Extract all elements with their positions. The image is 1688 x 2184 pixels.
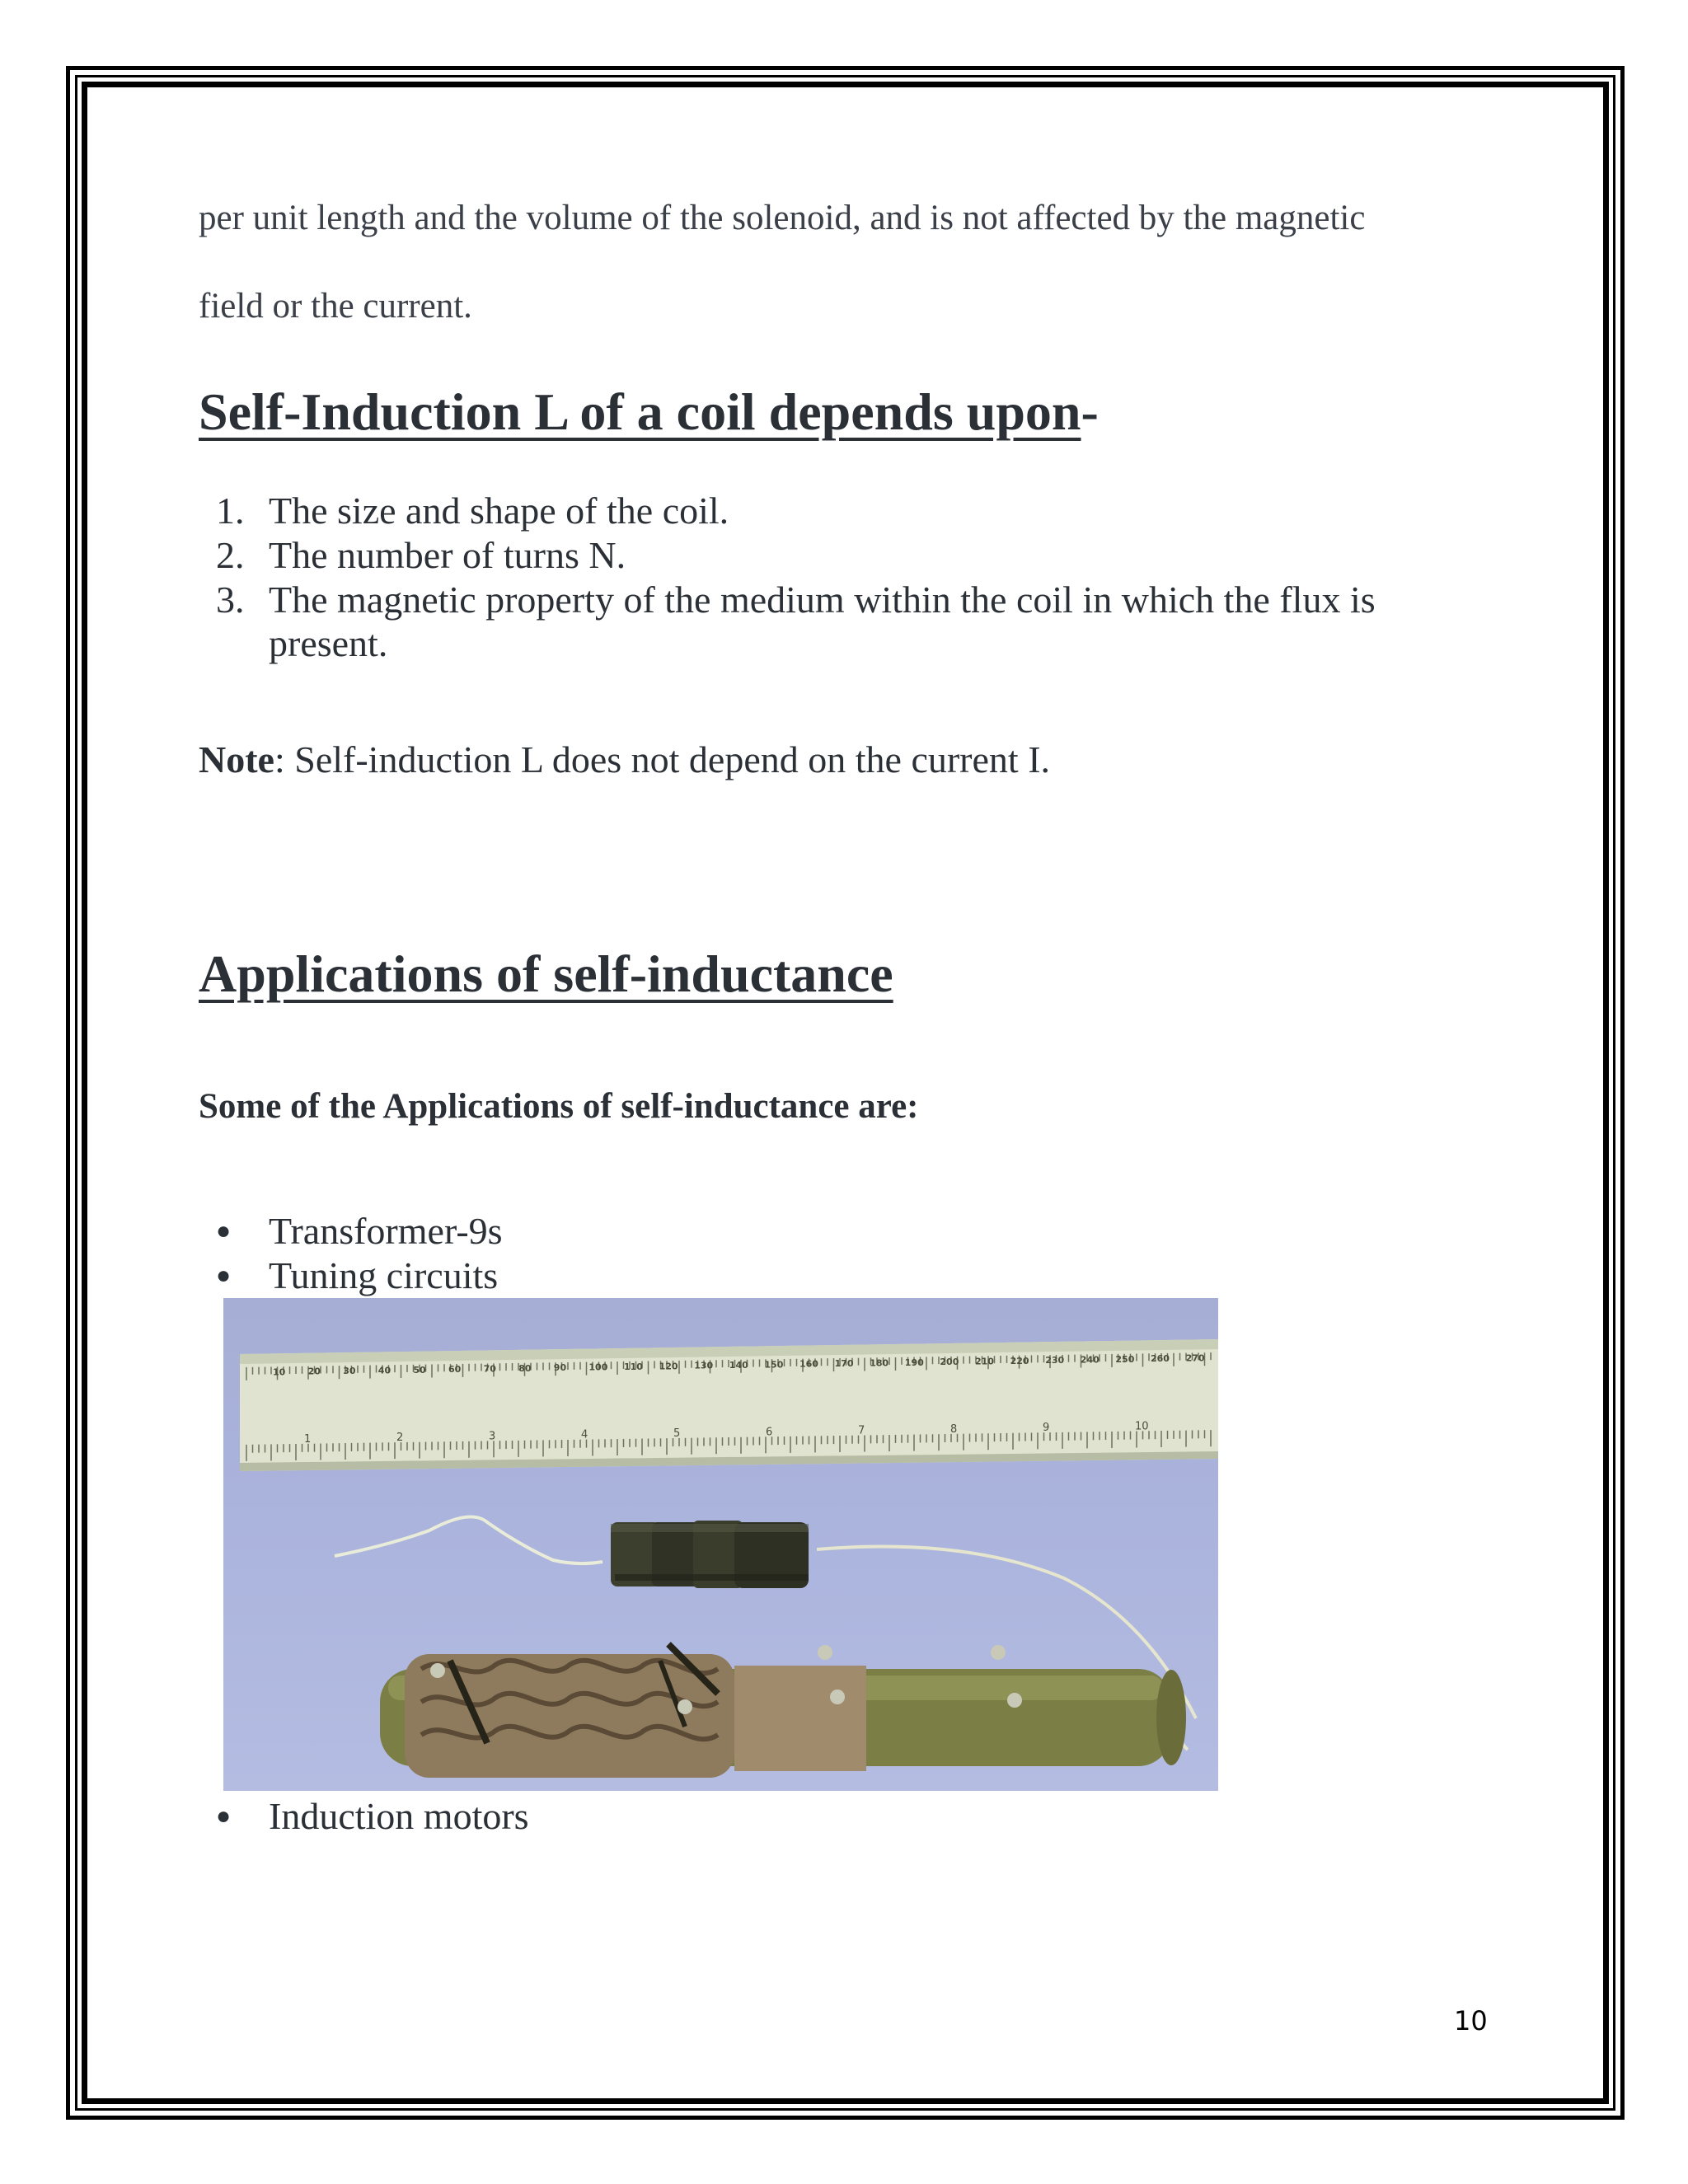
ruler-top-label: 270 <box>1185 1352 1205 1364</box>
intro-line-2: field or the current. <box>199 287 472 326</box>
ruler-top-label: 150 <box>764 1359 784 1371</box>
ruler-bottom-label: 5 <box>673 1427 681 1441</box>
list-item <box>216 533 626 577</box>
note-text: : Self-induction L does not depend on the current I. <box>274 738 1051 780</box>
note-label: Note <box>199 738 274 780</box>
list-number: 3. <box>216 579 245 621</box>
ruler-top-label: 10 <box>273 1366 286 1378</box>
section-heading-applications: Applications of self-inductance <box>199 944 893 1003</box>
ruler-top-label: 200 <box>940 1357 959 1368</box>
ruler-top-label: 160 <box>799 1358 818 1370</box>
ruler-top-label: 190 <box>904 1357 924 1368</box>
ruler-top-label: 60 <box>448 1364 462 1376</box>
large-coil <box>380 1644 1188 1778</box>
ruler-top-label: 260 <box>1151 1353 1170 1365</box>
ruler-top-label: 250 <box>1115 1353 1135 1365</box>
inductor-coils-illustration <box>223 1298 1218 1791</box>
applications-intro: Some of the Applications of self-inductance are: <box>199 1087 919 1126</box>
ruler-top-label: 40 <box>377 1365 392 1376</box>
ruler-top-label: 80 <box>518 1362 532 1374</box>
ruler-bottom-label: 3 <box>489 1430 496 1443</box>
bullet-icon: ● <box>216 1217 232 1244</box>
list-item <box>216 1254 498 1297</box>
section-heading-self-induction-text: Self-Induction L of a coil depends upon <box>199 382 1081 441</box>
ruler-top-label: 110 <box>624 1361 643 1372</box>
ruler-top-label: 210 <box>975 1356 994 1367</box>
ruler-bottom-label: 4 <box>581 1428 588 1441</box>
ruler-top-label: 50 <box>413 1364 426 1376</box>
list-text: The size and shape of the coil. <box>269 490 729 532</box>
ruler-bottom-label: 7 <box>858 1424 865 1437</box>
section-heading-self-induction <box>199 382 1099 443</box>
ruler-top-label: 220 <box>1010 1355 1029 1366</box>
list-item <box>216 1209 503 1253</box>
section-heading-dash: - <box>1081 382 1099 441</box>
list-text: The magnetic property of the medium within the coil in which the flux is <box>269 579 1376 621</box>
list-number: 2. <box>216 534 245 576</box>
ruler-top-label: 230 <box>1045 1355 1065 1366</box>
ruler-top-label: 130 <box>694 1360 714 1371</box>
ruler-top-label: 90 <box>553 1362 567 1374</box>
ruler-bottom-label: 10 <box>1135 1420 1149 1433</box>
intro-line-1: per unit length and the volume of the solenoid, and is not affected by the magnetic <box>199 199 1366 237</box>
bullet-text: Tuning circuits <box>269 1254 499 1296</box>
note-paragraph <box>199 738 1050 781</box>
ruler-top-label: 70 <box>483 1363 496 1375</box>
ruler-top-label: 20 <box>307 1366 321 1377</box>
ruler-top-label: 30 <box>343 1366 356 1377</box>
bullet-icon: ● <box>216 1262 232 1289</box>
ruler-bottom-label: 6 <box>766 1426 773 1439</box>
ruler-top-label: 120 <box>659 1361 678 1372</box>
bullet-text: Induction motors <box>269 1795 529 1837</box>
bullet-icon: ● <box>216 1802 232 1830</box>
ruler-top-label: 140 <box>729 1359 748 1371</box>
list-number: 1. <box>216 490 245 532</box>
ruler-bottom-label: 9 <box>1043 1422 1050 1435</box>
ruler-top-label: 180 <box>870 1357 889 1369</box>
ruler <box>240 1339 1218 1471</box>
bullet-text: Transformer-9s <box>269 1210 503 1252</box>
page-number: 10 <box>1454 2005 1488 2036</box>
ruler-bottom-label: 2 <box>396 1432 404 1445</box>
ruler-top-label: 240 <box>1080 1354 1100 1366</box>
list-item <box>216 489 729 532</box>
inductor-coils-photo <box>223 1298 1218 1791</box>
list-text: The number of turns N. <box>269 534 626 576</box>
ruler-top-label: 170 <box>834 1358 854 1370</box>
ruler-bottom-label: 8 <box>950 1422 958 1436</box>
list-item <box>216 578 1376 621</box>
list-item-continuation: present. <box>269 622 388 664</box>
list-item <box>216 1794 529 1838</box>
ruler-bottom-label: 1 <box>304 1432 312 1446</box>
ruler-top-label: 100 <box>588 1361 608 1373</box>
